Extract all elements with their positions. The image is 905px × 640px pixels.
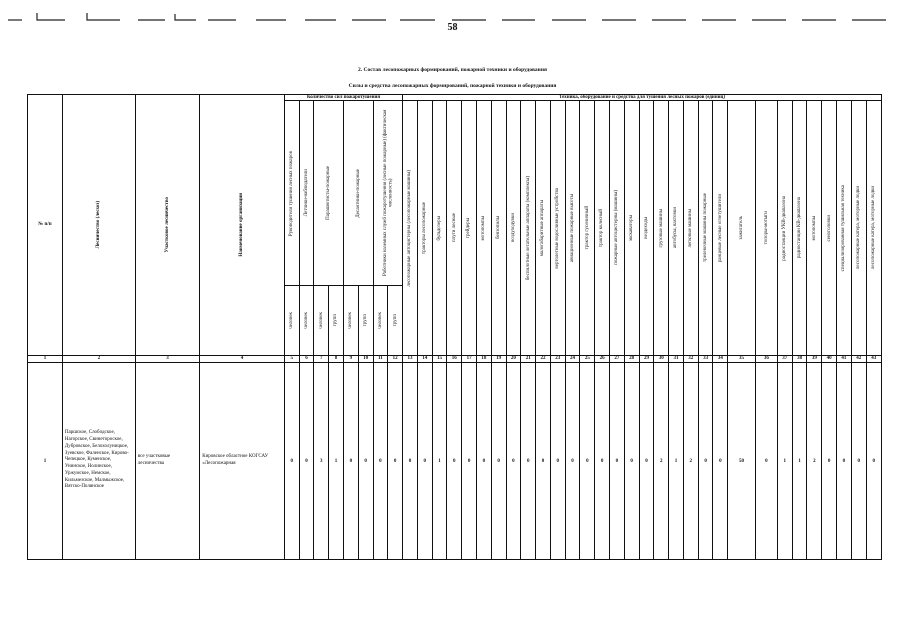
header-equip-2: тракторы лесопожарные: [417, 101, 432, 355]
cell-value: 0: [536, 362, 551, 559]
header-personnel-1: Руководители тушения лесных пожаров: [284, 101, 299, 286]
header-equip-23: зажигатель: [728, 101, 755, 355]
header-equip-19: автобусы, вахтовки: [669, 101, 684, 355]
col-num: 28: [624, 355, 639, 362]
header-equip-21: трелевочные машины пожарные: [698, 101, 713, 355]
cell-value: 0: [639, 362, 654, 559]
col-num: 4: [200, 355, 285, 362]
subheader-unit-6: человек: [299, 286, 314, 355]
cell-value: 0: [866, 362, 881, 559]
col-num: 29: [639, 355, 654, 362]
cell-value: 3: [314, 362, 329, 559]
row-district: все участковые лесничества: [135, 362, 199, 559]
cell-value: 0: [417, 362, 432, 559]
col-num: 31: [669, 355, 684, 362]
col-num: 21: [521, 355, 536, 362]
header-group-equipment: Техника, оборудование и средства для тушения лесных пожаров (единиц): [403, 95, 882, 101]
table-title: Силы и средства лесопожарных формирований, пожарной техники и оборудования: [348, 83, 557, 89]
header-district: Участковое лесничество: [135, 95, 199, 356]
cell-value: 1: [329, 362, 344, 559]
col-num: 41: [837, 355, 852, 362]
col-num: 26: [595, 355, 610, 362]
row-org: Кировское областное КОГСАУ «Лесопожарная: [200, 362, 285, 559]
col-num: 15: [432, 355, 447, 362]
header-equip-22: ранцевые лесные огнетушители: [713, 101, 728, 355]
header-equip-9: беспилотные летательные аппараты (комплексы): [521, 101, 536, 355]
col-num: 27: [610, 355, 625, 362]
row-num: 1: [28, 362, 63, 559]
col-num: 14: [417, 355, 432, 362]
col-num: 2: [62, 355, 135, 362]
cell-value: 0: [373, 362, 388, 559]
header-equip-31: лесопожарные катера, моторные лодки: [866, 101, 881, 355]
col-num: 8: [329, 355, 344, 362]
header-equip-27: мотопомпы: [807, 101, 822, 355]
subheader-unit-12: групп: [388, 286, 403, 355]
header-equip-28: сеноголовки: [822, 101, 837, 355]
col-num: 3: [135, 355, 199, 362]
col-num: 36: [755, 355, 777, 362]
header-equip-26: радиостанции КВ-диапазона: [792, 101, 807, 355]
header-equip-30: лесопожарные катера, моторные лодки: [851, 101, 866, 355]
cell-value: 0: [343, 362, 358, 559]
cell-value: 0: [822, 362, 837, 559]
subheader-unit-8: групп: [329, 286, 344, 355]
header-num: № п/п: [28, 95, 63, 356]
header-personnel-3: Парашютисты-пожарные: [314, 101, 344, 286]
header-equip-4: плуги лесные: [447, 101, 462, 355]
cell-value: 0: [476, 362, 491, 559]
header-group-personnel: Количество сил пожаротушения: [284, 95, 402, 101]
header-equip-11: вертолетные водосливные устройства: [550, 101, 565, 355]
cell-value: 0: [403, 362, 418, 559]
col-num: 12: [388, 355, 403, 362]
header-equip-17: вездеходы: [639, 101, 654, 355]
cell-value: 0: [358, 362, 373, 559]
col-num: 24: [565, 355, 580, 362]
col-num: 38: [792, 355, 807, 362]
row-forestry: Паршское, Слободское, Нагорское, Свинетороское, Дубровское, Белохолуницкое, Зуевское, Фаленское, Кирово-Чепецкое, Куменское, Унинское, Нолинское, Уржумское, Немское, Кильмезское, Малмыжское, Вятско-Полянское: [62, 362, 135, 559]
cell-value: 0: [713, 362, 728, 559]
col-num: 1: [28, 355, 63, 362]
cell-value: 0: [624, 362, 639, 559]
col-num: 40: [822, 355, 837, 362]
header-equip-5: грейдеры: [462, 101, 477, 355]
col-num: 22: [536, 355, 551, 362]
cell-value: 0: [851, 362, 866, 559]
cell-value: 0: [462, 362, 477, 559]
header-org: Наименование организации: [200, 95, 285, 356]
col-num: 37: [777, 355, 792, 362]
col-num: 7: [314, 355, 329, 362]
col-num: 33: [698, 355, 713, 362]
header-equip-12: авиационные пожарные высоты: [565, 101, 580, 355]
header-equip-18: грузовые машины: [654, 101, 669, 355]
cell-value: 0: [580, 362, 595, 559]
cell-value: 0: [595, 362, 610, 559]
forces-table: [27, 94, 882, 560]
col-num: 11: [373, 355, 388, 362]
cell-value: 0: [698, 362, 713, 559]
cell-value: 0: [299, 362, 314, 559]
header-equip-6: мотопомпы: [476, 101, 491, 355]
header-equip-29: специализированная тушильная техника: [837, 101, 852, 355]
header-forestry: Лесничество (лесхоз): [62, 95, 135, 356]
header-equip-25: радиостанции УКВ-диапазона: [777, 101, 792, 355]
column-number-row: [28, 355, 882, 362]
col-num: 23: [550, 355, 565, 362]
col-num: 20: [506, 355, 521, 362]
subheader-unit-9: человек: [343, 286, 358, 355]
cell-value: 0: [755, 362, 777, 559]
cell-value: 1: [669, 362, 684, 559]
subheader-unit-10: групп: [358, 286, 373, 355]
cell-value: 1: [432, 362, 447, 559]
cell-value: 2: [654, 362, 669, 559]
cell-value: 0: [388, 362, 403, 559]
col-num: 5: [284, 355, 299, 362]
cell-value: 0: [491, 362, 506, 559]
subheader-unit-5: человек: [284, 286, 299, 355]
cell-value: 0: [550, 362, 565, 559]
header-equip-13: трактор гусеничный: [580, 101, 595, 355]
col-num: 9: [343, 355, 358, 362]
col-num: 16: [447, 355, 462, 362]
header-personnel-2: Летчики-наблюдатели: [299, 101, 314, 286]
col-num: 34: [713, 355, 728, 362]
header-equip-10: малогабаритные аппараты: [536, 101, 551, 355]
cell-value: 50: [728, 362, 755, 559]
cell-value: 0: [284, 362, 299, 559]
cell-value: 0: [565, 362, 580, 559]
cell-value: 0: [506, 362, 521, 559]
col-num: 13: [403, 355, 418, 362]
col-num: 35: [728, 355, 755, 362]
col-num: 42: [851, 355, 866, 362]
header-equip-8: воздуходувки: [506, 101, 521, 355]
cell-value: 0: [447, 362, 462, 559]
col-num: 32: [683, 355, 698, 362]
header-equip-1: лесопожарные автоцистерны (лесопожарные машины): [403, 101, 418, 355]
cell-value: 0: [521, 362, 536, 559]
col-num: 39: [807, 355, 822, 362]
cell-value: 2: [807, 362, 822, 559]
cell-value: 2: [683, 362, 698, 559]
table-row: [28, 362, 882, 559]
header-equip-16: экскаваторы: [624, 101, 639, 355]
col-num: 25: [580, 355, 595, 362]
subheader-unit-7: человек: [314, 286, 329, 355]
col-num: 43: [866, 355, 881, 362]
header-personnel-5: Работники наземных служб пожаротушения (лесные пожарные) (фактическая численность): [373, 101, 403, 286]
cell-value: 0: [837, 362, 852, 559]
col-num: 17: [462, 355, 477, 362]
cell-value: 1: [777, 362, 792, 559]
header-equip-14: трактор колесный: [595, 101, 610, 355]
header-equip-15: пожарные автоцистерны (машины): [610, 101, 625, 355]
subheader-unit-11: человек: [373, 286, 388, 355]
header-equip-24: топоры-мотыги: [755, 101, 777, 355]
top-margin-marks: [0, 11, 905, 21]
header-equip-20: легковые машины: [683, 101, 698, 355]
page-number: 58: [447, 22, 458, 33]
col-num: 6: [299, 355, 314, 362]
section-title: 2. Состав лесопожарных формирований, пожарной техники и оборудования: [358, 67, 547, 73]
col-num: 10: [358, 355, 373, 362]
col-num: 18: [476, 355, 491, 362]
col-num: 30: [654, 355, 669, 362]
col-num: 19: [491, 355, 506, 362]
cell-value: 0: [610, 362, 625, 559]
header-personnel-4: Десантники-пожарные: [343, 101, 373, 286]
header-equip-3: бульдозеры: [432, 101, 447, 355]
cell-value: 1: [792, 362, 807, 559]
header-equip-7: бензопилы: [491, 101, 506, 355]
